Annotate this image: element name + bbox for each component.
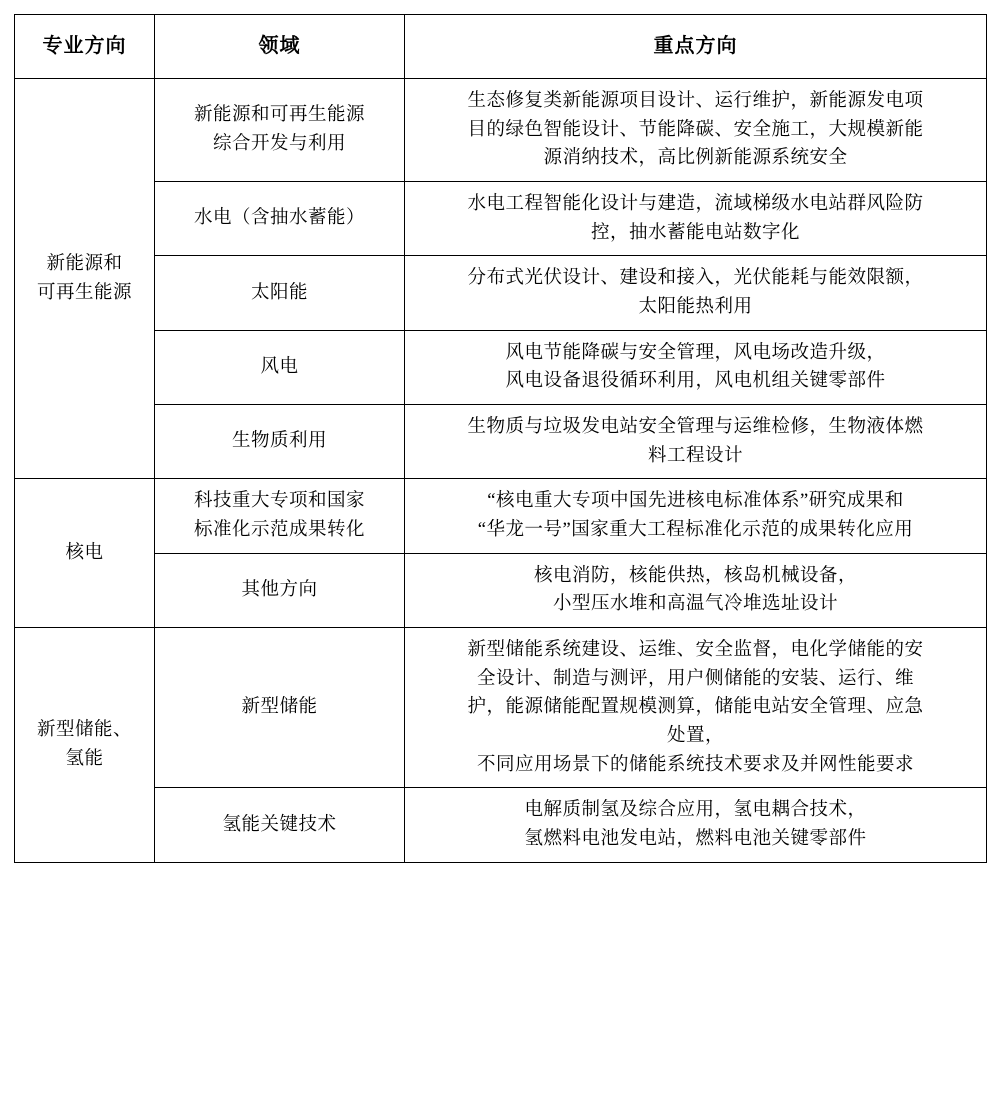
table-header-row [15,15,987,79]
focus-cell: 生态修复类新能源项目设计、运行维护，新能源发电项 目的绿色智能设计、节能降碳、安全施工，大规模新能 源消纳技术，高比例新能源系统安全 [405,79,987,182]
field-cell: 新型储能 [155,628,405,788]
table-row [15,788,987,862]
table-row [15,182,987,256]
table-row [15,330,987,404]
field-cell: 太阳能 [155,256,405,330]
focus-cell: 水电工程智能化设计与建造，流域梯级水电站群风险防 控，抽水蓄能电站数字化 [405,182,987,256]
table-body [15,79,987,863]
table-row [15,405,987,479]
table-row [15,256,987,330]
focus-cell: 分布式光伏设计、建设和接入，光伏能耗与能效限额， 太阳能热利用 [405,256,987,330]
column-header-focus: 重点方向 [405,15,987,79]
table-row [15,479,987,553]
focus-cell: 电解质制氢及综合应用，氢电耦合技术， 氢燃料电池发电站，燃料电池关键零部件 [405,788,987,862]
column-header-field: 领域 [155,15,405,79]
focus-cell: 生物质与垃圾发电站安全管理与运维检修，生物液体燃 料工程设计 [405,405,987,479]
category-cell-new-energy: 新能源和 可再生能源 [15,79,155,479]
table-header [15,15,987,79]
category-cell-storage-hydrogen: 新型储能、 氢能 [15,628,155,863]
field-cell: 风电 [155,330,405,404]
table-row [15,628,987,788]
specialty-directions-table [14,14,987,863]
category-cell-nuclear: 核电 [15,479,155,628]
column-header-specialty: 专业方向 [15,15,155,79]
focus-cell: 核电消防，核能供热，核岛机械设备， 小型压水堆和高温气冷堆选址设计 [405,553,987,627]
field-cell: 新能源和可再生能源 综合开发与利用 [155,79,405,182]
focus-cell: 新型储能系统建设、运维、安全监督，电化学储能的安 全设计、制造与测评，用户侧储能的安装、运行、维 护，能源储能配置规模测算，储能电站安全管理、应急 处置， 不同应用场景下的储能系统技术要求及并网性能要求 [405,628,987,788]
field-cell: 其他方向 [155,553,405,627]
field-cell: 科技重大专项和国家 标准化示范成果转化 [155,479,405,553]
field-cell: 水电（含抽水蓄能） [155,182,405,256]
field-cell: 氢能关键技术 [155,788,405,862]
field-cell: 生物质利用 [155,405,405,479]
focus-cell: 风电节能降碳与安全管理，风电场改造升级， 风电设备退役循环利用，风电机组关键零部件 [405,330,987,404]
table-row [15,79,987,182]
table-row [15,553,987,627]
focus-cell: “核电重大专项中国先进核电标准体系”研究成果和 “华龙一号”国家重大工程标准化示范的成果转化应用 [405,479,987,553]
